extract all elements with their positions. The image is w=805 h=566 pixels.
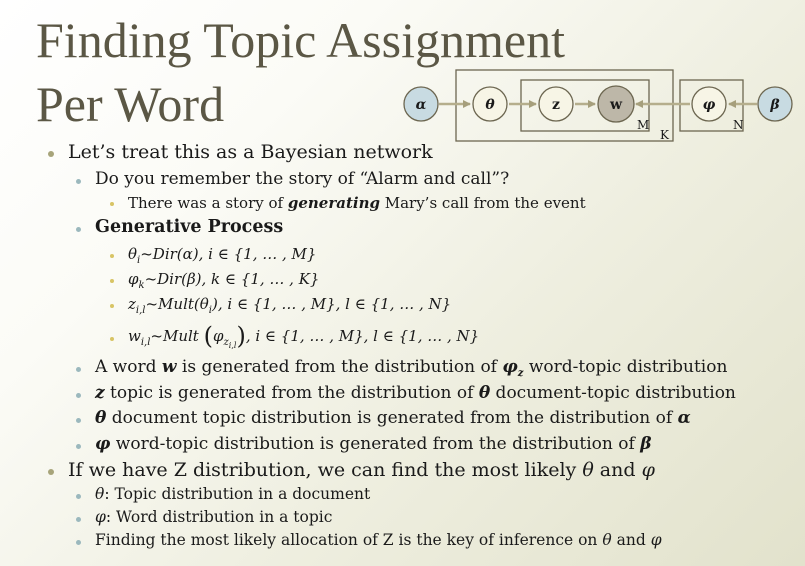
math-var: φ <box>641 459 655 481</box>
text-run: There was a story of <box>128 194 288 212</box>
text-run: word-topic distribution <box>523 357 728 377</box>
bullet-dot <box>48 151 54 157</box>
formula-phi <box>128 270 319 291</box>
math-sub: i <box>208 305 212 316</box>
math-sub: z <box>223 337 229 348</box>
bullet-z-distribution <box>68 459 655 481</box>
text-run: word-topic distribution is generated from the distribution of <box>110 434 641 454</box>
node-w-label: w <box>609 97 623 113</box>
math-var: φ <box>650 531 662 549</box>
bullet-dot <box>110 254 114 258</box>
bullet-dot <box>76 367 81 372</box>
math-sub: i,l <box>140 337 151 348</box>
text-run: : Topic distribution in a document <box>104 485 371 503</box>
formula-theta <box>128 245 316 266</box>
bullet-bayesian-network: Let’s treat this as a Bayesian network <box>68 141 433 163</box>
bullet-theta-generation <box>95 408 691 428</box>
bullet-inference-key <box>95 531 662 549</box>
emphasis-generating: generating <box>287 194 380 212</box>
text-run: If we have Z distribution, we can find the most likely <box>68 459 583 481</box>
math-var: z <box>128 295 136 313</box>
math-var: w <box>128 327 141 345</box>
node-theta-label: θ <box>485 97 495 113</box>
node-phi-label: φ <box>702 97 716 113</box>
bullet-dot <box>76 540 81 545</box>
bullet-phi-generation <box>95 434 652 454</box>
math-var: φ <box>128 270 139 288</box>
math-text: ), i ∈ {1, … , M}, l ∈ {1, … , N} <box>211 295 452 313</box>
bullet-phi-definition <box>95 508 332 526</box>
math-var: φ <box>212 327 224 345</box>
math-sub: z <box>517 368 524 379</box>
math-text: ~Mult <box>150 327 204 345</box>
bullet-theta-definition <box>95 485 370 503</box>
math-text: , i ∈ {1, … , M}, l ∈ {1, … , N} <box>245 327 480 345</box>
bullet-word-generation <box>95 357 727 379</box>
math-var: θ <box>602 531 612 549</box>
bullet-generating-story <box>128 194 586 212</box>
text-run: and <box>593 459 642 481</box>
bullet-dot <box>110 337 114 341</box>
formula-w <box>128 322 479 350</box>
bullet-dot <box>48 469 54 475</box>
math-sub: k <box>138 280 145 291</box>
text-run: and <box>611 531 651 549</box>
title-line-1: Finding Topic Assignment <box>36 12 565 68</box>
math-var: w <box>161 357 177 377</box>
text-run: document topic distribution is generated from the distribution of <box>106 408 678 428</box>
node-beta-label: β <box>770 97 780 113</box>
bullet-alarm-story: Do you remember the story of “Alarm and call”? <box>95 169 510 189</box>
bullet-dot <box>110 304 114 308</box>
node-z-label: z <box>552 97 560 113</box>
text-run: Mary’s call from the event <box>379 194 586 212</box>
math-text: ~Dir(α), i ∈ {1, … , M} <box>140 245 317 263</box>
math-text: ~Mult(θ <box>145 295 209 313</box>
math-var: θ <box>95 408 107 428</box>
math-var: β <box>640 434 652 454</box>
node-alpha-label: α <box>415 97 427 113</box>
text-run: document-topic distribution <box>490 383 736 403</box>
math-text: ~Dir(β), k ∈ {1, … , K} <box>144 270 320 288</box>
bullet-dot <box>76 494 81 499</box>
bullet-dot <box>110 279 114 283</box>
plate-label-m: K <box>660 128 669 142</box>
bullet-dot <box>76 444 81 449</box>
text-run: A word <box>95 357 162 377</box>
math-paren: ( <box>203 322 213 350</box>
bullet-dot <box>76 418 81 423</box>
math-var: θ <box>128 245 138 263</box>
bullet-topic-generation <box>95 383 736 403</box>
math-var: φ <box>502 357 518 377</box>
math-var: θ <box>582 459 594 481</box>
math-subsub: i,l <box>228 341 237 350</box>
text-run: : Word distribution in a topic <box>105 508 333 526</box>
bullet-dot <box>76 517 81 522</box>
math-paren: ) <box>236 322 246 350</box>
math-var: z <box>95 383 105 403</box>
formula-z <box>128 295 451 316</box>
bullet-dot <box>76 179 81 184</box>
text-run: topic is generated from the distribution of <box>104 383 479 403</box>
math-var: θ <box>478 383 491 403</box>
math-var: θ <box>95 485 105 503</box>
plate-label-k: N <box>733 118 744 132</box>
text-run: is generated from the distribution of <box>176 357 503 377</box>
bullet-dot <box>76 227 81 232</box>
bullet-dot <box>76 393 81 398</box>
bullet-dot <box>110 202 114 206</box>
title-line-2: Per Word <box>36 76 225 132</box>
math-var: α <box>677 408 691 428</box>
text-run: Finding the most likely allocation of Z is the key of inference on <box>95 531 603 549</box>
math-sub: i <box>137 255 141 266</box>
bullet-generative-process: Generative Process <box>95 217 284 237</box>
plate-label-n: M <box>637 118 650 132</box>
math-var: φ <box>95 434 111 454</box>
math-var: φ <box>95 508 106 526</box>
math-sub: i,l <box>135 305 146 316</box>
